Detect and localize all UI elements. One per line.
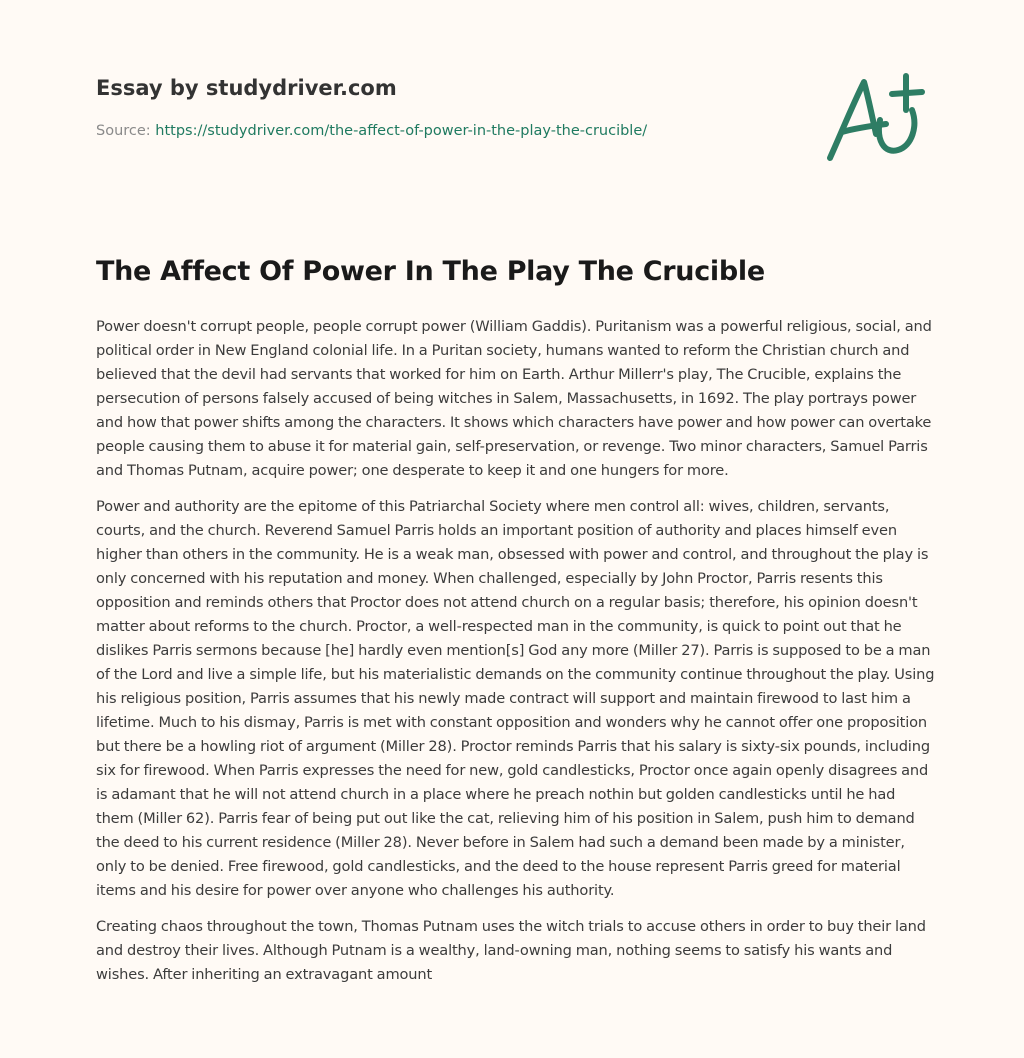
a-plus-grade-icon bbox=[820, 66, 930, 166]
essay-paragraph: Power doesn't corrupt people, people corrupt power (William Gaddis). Puritanism was a powerful religious, social, and political order in New England colonial life. In a Puritan society, humans wanted to reform the Christian church and believed that the devil had servants that worked for him on Earth. Arthur Millerr's play, The Crucible, explains the persecution of persons falsely accused of being witches in Salem, Massachusetts, in 1692. The play portrays power and how that power shifts among the characters. It shows which characters have power and how power can overtake people causing them to abuse it for material gain, self-preservation, or revenge. Two minor characters, Samuel Parris and Thomas Putnam, acquire power; one desperate to keep it and one hungers for more. bbox=[96, 318, 932, 479]
source-line bbox=[96, 123, 647, 139]
essay-body bbox=[96, 315, 936, 999]
source-link[interactable]: https://studydriver.com/the-affect-of-power-in-the-play-the-crucible/ bbox=[155, 123, 648, 139]
essay-paragraph: Power and authority are the epitome of this Patriarchal Society where men control all: wives, children, servants, courts, and the church. Reverend Samuel Parris holds an important position of authority and places himself even higher than others in the community. He is a weak man, obsessed with power and control, and throughout the play is only concerned with his reputation and money. When challenged, especially by John Proctor, Parris resents this opposition and reminds others that Proctor does not attend church on a regular basis; therefore, his opinion doesn't matter about reforms to the church. Proctor, a well-respected man in the community, is quick to point out that he dislikes Parris sermons because [he] hardly even mention[s] God any more (Miller 27). Parris is supposed to be a man of the Lord and live a simple life, but his materialistic demands on the community continue throughout the play. Using his religious position, Parris assumes that his newly made contract will support and maintain firewood to last him a lifetime. Much to his dismay, Parris is met with constant opposition and wonders why he cannot offer one proposition but there be a howling riot of argument (Miller 28). Proctor reminds Parris that his salary is sixty-six pounds, including six for firewood. When Parris expresses the need for new, gold candlesticks, Proctor once again openly disagrees and is adamant that he will not attend church in a place where he preach nothin but golden candlesticks until he had them (Miller 62). Parris fear of being put out like the cat, relieving him of his position in Salem, push him to demand the deed to his current residence (Miller 28). Never before in Salem had such a demand been made by a minister, only to be denied. Free firewood, gold candlesticks, and the deed to the house represent Parris greed for material items and his desire for power over anyone who challenges his authority. bbox=[96, 498, 935, 899]
page-header bbox=[96, 0, 936, 200]
source-label: Source: bbox=[96, 123, 151, 139]
essay-paragraph: Creating chaos throughout the town, Thomas Putnam uses the witch trials to accuse others in order to buy their land and destroy their lives. Although Putnam is a wealthy, land-owning man, nothing seems to satisfy his wants and wishes. After inheriting an extravagant amount bbox=[96, 918, 926, 983]
essay-title: The Affect Of Power In The Play The Crucible bbox=[96, 256, 765, 287]
site-title: Essay by studydriver.com bbox=[96, 76, 397, 100]
